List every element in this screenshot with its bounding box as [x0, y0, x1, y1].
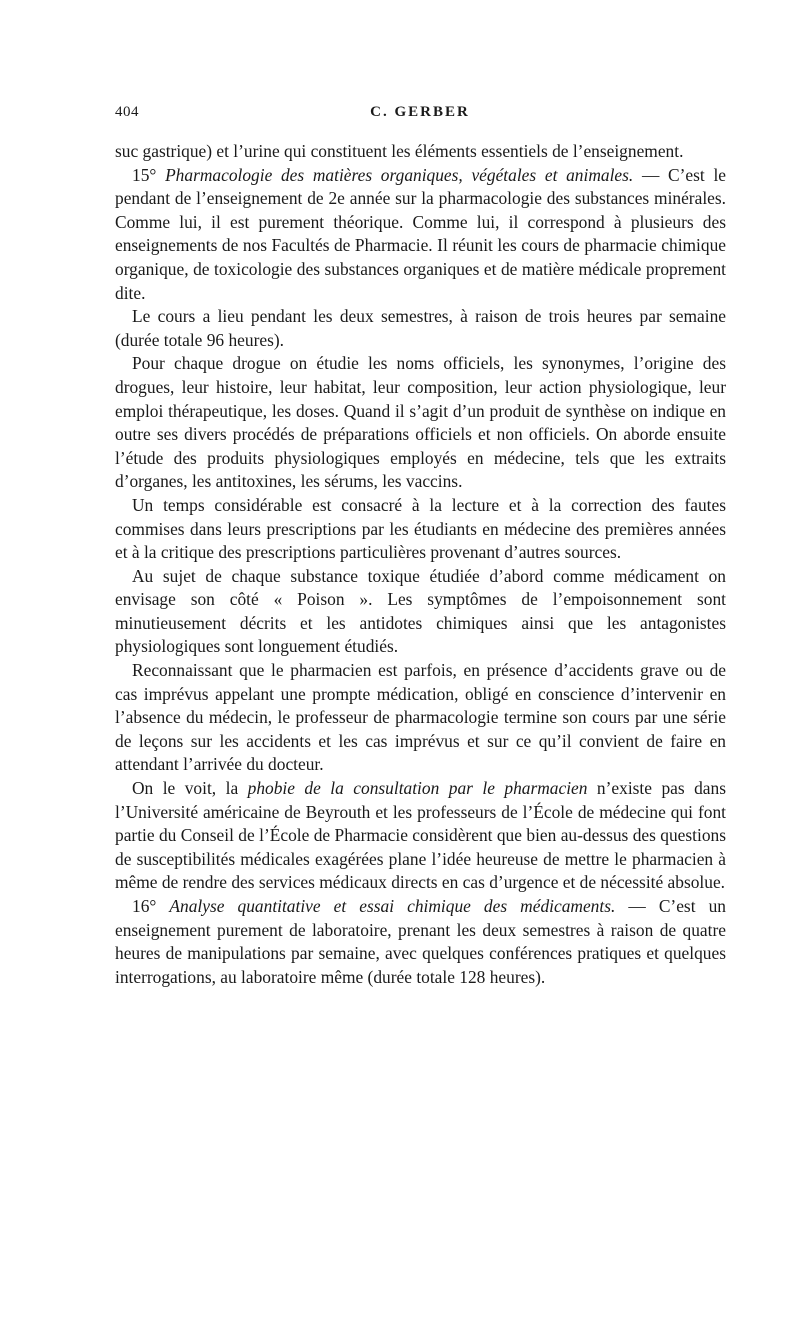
paragraph-text: Le cours a lieu pendant les deux semestres, à raison de trois heures par semaine (durée totale 96 heures). — [115, 306, 726, 350]
section-title: Pharmacologie des matières organiques, végétales et animales. — [165, 164, 634, 185]
paragraph-text: suc gastrique) et l’urine qui constituent les éléments essentiels de l’enseignement. — [115, 141, 684, 161]
paragraph — [115, 565, 726, 659]
paragraph-text: Un temps considérable est consacré à la lecture et à la correction des fautes commises dans leurs prescriptions par les étudiants en médecine des premières années et à la critique des prescriptions particulières provenant d’autres sources. — [115, 494, 726, 563]
paragraph — [115, 494, 726, 565]
running-head-author: C. GERBER — [370, 104, 470, 120]
section-number: 16° — [132, 896, 157, 916]
paragraph-continued — [115, 140, 726, 164]
paragraph-text: — C’est un enseignement purement de laboratoire, prenant les deux semestres à raison de quatre heures de manipulations par semaine, avec quelques conférences pratiques et quelques interrogations, au laboratoire même (durée totale 128 heures). — [115, 896, 726, 987]
section-title: Analyse quantitative et essai chimique des médicaments. — [169, 896, 616, 916]
paragraph-text: Pour chaque drogue on étudie les noms officiels, les synonymes, l’origine des drogues, leur histoire, leur habitat, leur composition, leur action physiologique, leur emploi thérapeutique, les doses. Quand il s’agit d’un produit de synthèse on indique en outre ses divers procédés de préparations officiels et non officiels. On aborde ensuite l’étude des produits physiologiques employés en médecine, tels que les extraits d’organes, les antitoxines, les sérums, les vaccins. — [115, 353, 726, 492]
page-header — [115, 104, 725, 128]
paragraph — [115, 777, 726, 895]
section-number: 15° — [132, 164, 157, 185]
body-text — [115, 140, 726, 989]
paragraph-text: Reconnaissant que le pharmacien est parfois, en présence d’accidents grave ou de cas imprévus appelant une prompte médication, obligé en conscience d’intervenir en l’absence du médecin, le professeur de pharmacologie termine son cours par une série de leçons sur les accidents et les cas imprévus et sur ce qu’il convient de faire en attendant l’arrivée du docteur. — [115, 660, 726, 775]
paragraph-text-after: n’existe pas dans l’Université américaine de Beyrouth et les professeurs de l’École de médecine qui font partie du Conseil de l’École de Pharmacie considèrent que bien au-dessus des questions de susceptibilités médicales exagérées plane l’idée heureuse de mettre le pharmacien à même de rendre des services médicaux directs en cas d’urgence et de nécessité absolue. — [115, 778, 726, 893]
page-number: 404 — [115, 104, 139, 120]
paragraph — [115, 352, 726, 494]
italic-phrase: phobie de la consultation par le pharmacien — [247, 778, 588, 799]
paragraph — [115, 305, 726, 352]
paragraph-text-before: On le voit, la — [132, 778, 248, 799]
paragraph-text: Au sujet de chaque substance toxique étudiée d’abord comme médicament on envisage son côté « Poison ». Les symptômes de l’empoisonnement sont minutieusement décrits et les antidotes chimiques ainsi que les antagonistes physiologiques sont longuement étudiés. — [115, 565, 726, 657]
section-15-paragraph — [115, 164, 726, 306]
section-16-paragraph — [115, 895, 726, 989]
paragraph-text: — C’est le pendant de l’enseignement de 2e année sur la pharmacologie des substances minérales. Comme lui, il est purement théorique. Comme lui, il correspond à plusieurs des enseignements de nos Facultés de Pharmacie. Il réunit les cours de pharmacie chimique organique, de toxicologie des substances organiques et de matière médicale proprement dite. — [115, 164, 726, 303]
paragraph — [115, 659, 726, 777]
